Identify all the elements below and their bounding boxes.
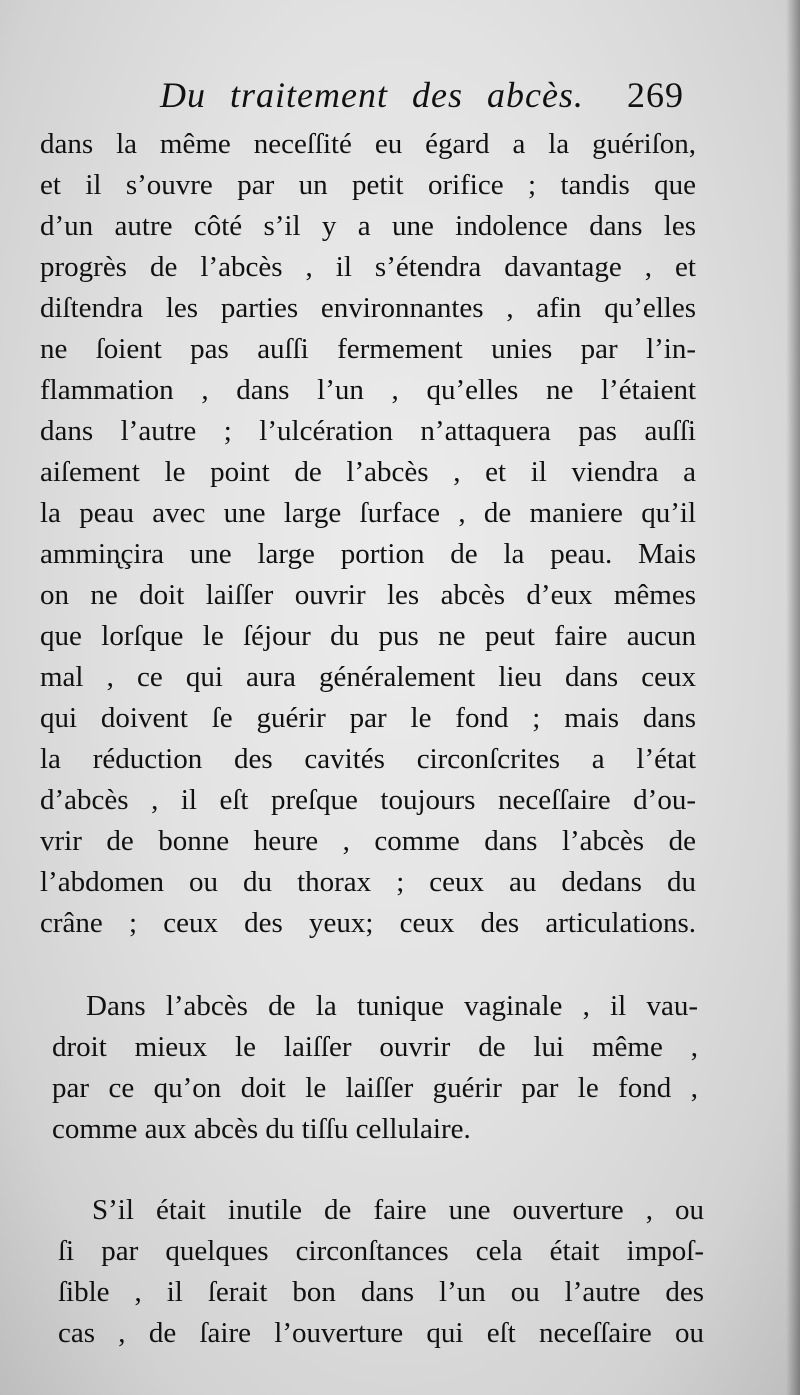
text-line: comme aux abcès du tiſſu cellulaire. [52, 1113, 471, 1145]
text-line: qui doivent ſe guérir par le fond ; mais dans [40, 702, 696, 734]
text-line: S’il était inutile de faire une ouverture , ou [92, 1194, 704, 1226]
text-line: dans la même neceſſité eu égard a la guériſon, [40, 128, 696, 160]
text-line: mal , ce qui aura généralement lieu dans ceux [40, 661, 696, 693]
page-number: 269 [627, 75, 684, 115]
text-line: ſible , il ſerait bon dans l’un ou l’autre des [58, 1276, 704, 1308]
text-line: cas , de ſaire l’ouverture qui eſt neceſſaire ou [58, 1317, 704, 1349]
text-line: diſtendra les parties environnantes , afin qu’elles [40, 292, 696, 324]
text-line: par ce qu’on doit le laiſſer guérir par le fond , [52, 1072, 698, 1104]
text-line: l’abdomen ou du thorax ; ceux au dedans du [40, 866, 696, 898]
text-line: droit mieux le laiſſer ouvrir de lui même , [52, 1031, 698, 1063]
text-line: flammation , dans l’un , qu’elles ne l’étaient [40, 374, 696, 406]
text-line: ſi par quelques circonſtances cela était impoſ- [58, 1235, 704, 1267]
text-line: progrès de l’abcès , il s’étendra davantage , et [40, 251, 696, 283]
text-line: et il s’ouvre par un petit orifice ; tandis que [40, 169, 696, 201]
text-line: la peau avec une large ſurface , de maniere qu’il [40, 497, 696, 529]
text-line: que lorſque le ſéjour du pus ne peut faire aucun [40, 620, 696, 652]
text-line: d’abcès , il eſt preſque toujours neceſſaire d’ou- [40, 784, 696, 816]
text-line: on ne doit laiſſer ouvrir les abcès d’eux mêmes [40, 579, 696, 611]
text-line: vrir de bonne heure , comme dans l’abcès de [40, 825, 696, 857]
page-header [160, 70, 700, 120]
text-line: d’un autre côté s’il y a une indolence dans les [40, 210, 696, 242]
text-line: Dans l’abcès de la tunique vaginale , il vau- [86, 990, 698, 1022]
page-edge-shadow [786, 0, 800, 1395]
text-line: dans l’autre ; l’ulcération n’attaquera pas auſſi [40, 415, 696, 447]
running-title: Du traitement des abcès. [160, 75, 584, 115]
text-line: la réduction des cavités circonſcrites a l’état [40, 743, 696, 775]
text-line: crâne ; ceux des yeux; ceux des articulations. [40, 907, 696, 939]
text-line: ne ſoient pas auſſi fermement unies par l’in- [40, 333, 696, 365]
text-line: ammin̨çira une large portion de la peau. Mais [40, 538, 696, 570]
text-line: aiſement le point de l’abcès , et il viendra a [40, 456, 696, 488]
